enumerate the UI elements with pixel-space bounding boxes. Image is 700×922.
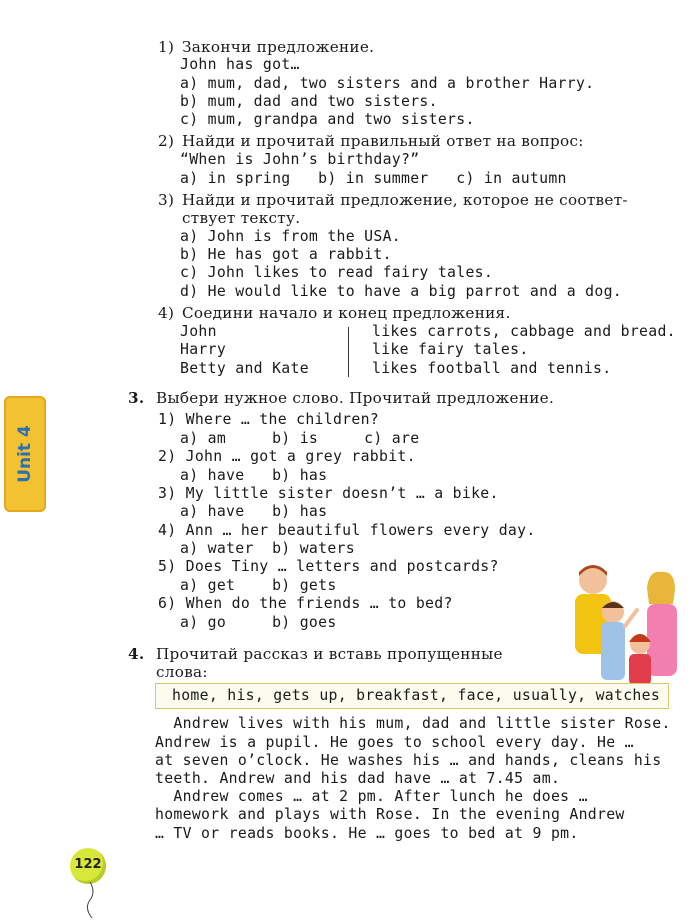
family-illustration (555, 560, 695, 685)
exercise-3-number: 3. (128, 389, 145, 407)
word-bank: home, his, gets up, breakfast, face, usually, watches (172, 687, 661, 704)
story-line-6: homework and plays with Rose. In the evening Andrew (155, 806, 625, 823)
exercise-4-number: 4. (128, 645, 145, 663)
page-number-balloon (70, 848, 106, 884)
ex3-question-5: 5) Does Tiny … letters and postcards? (158, 558, 499, 575)
q1-prompt: Закончи предложение. (182, 38, 375, 56)
ex3-question-1: 1) Where … the children? (158, 411, 380, 428)
q3-number: 3) (158, 191, 175, 209)
match-divider (348, 327, 349, 377)
q3-prompt-line1: Найди и прочитай предложение, которое не соответ- (182, 191, 628, 209)
story-line-4: teeth. Andrew and his dad have … at 7.45 am. (155, 770, 561, 787)
ex3-options-2: a) have b) has (180, 467, 328, 484)
unit-tab (4, 396, 46, 512)
story-line-2: Andrew is a pupil. He goes to school every day. He … (155, 734, 634, 751)
q3-option-b: b) He has got a rabbit. (180, 246, 392, 263)
q2-stem: “When is John’s birthday?” (180, 151, 420, 168)
word-bank-box (155, 683, 669, 709)
balloon-string-icon (86, 882, 98, 918)
q1-option-c: c) mum, grandpa and two sisters. (180, 111, 475, 128)
ex3-question-2: 2) John … got a grey rabbit. (158, 448, 416, 465)
q4-left-1: John (180, 323, 217, 340)
exercise-4-title-line2: слова: (156, 663, 208, 681)
q4-right-1: likes carrots, cabbage and bread. (372, 323, 676, 340)
q4-left-3: Betty and Kate (180, 360, 309, 377)
ex3-options-1: a) am b) is c) are (180, 430, 420, 447)
q1-stem: John has got… (180, 56, 300, 73)
ex3-question-6: 6) When do the friends … to bed? (158, 595, 453, 612)
unit-tab-label: Unit 4 (15, 425, 35, 483)
ex3-options-3: a) have b) has (180, 503, 328, 520)
story-line-5: Andrew comes … at 2 pm. After lunch he does … (155, 788, 588, 805)
page-number: 122 (74, 857, 102, 872)
story-line-3: at seven o’clock. He washes his … and hands, cleans his (155, 752, 662, 769)
q3-option-a: a) John is from the USA. (180, 228, 402, 245)
q4-number: 4) (158, 304, 175, 322)
ex3-question-3: 3) My little sister doesn’t … a bike. (158, 485, 499, 502)
q1-number: 1) (158, 38, 175, 56)
ex3-options-4: a) water b) waters (180, 540, 355, 557)
q3-option-d: d) He would like to have a big parrot and a dog. (180, 283, 623, 300)
q3-prompt-line2: ствует тексту. (182, 209, 301, 227)
q1-option-a: a) mum, dad, two sisters and a brother Harry. (180, 75, 595, 92)
q2-number: 2) (158, 132, 175, 150)
q4-right-2: like fairy tales. (372, 341, 529, 358)
q2-options: a) in spring b) in summer c) in autumn (180, 170, 567, 187)
q4-right-3: likes football and tennis. (372, 360, 612, 377)
story-line-1: Andrew lives with his mum, dad and little sister Rose. (155, 715, 671, 732)
q4-left-2: Harry (180, 341, 227, 358)
story-line-7: … TV or reads books. He … goes to bed at 9 pm. (155, 825, 579, 842)
ex3-options-5: a) get b) gets (180, 577, 337, 594)
q2-prompt: Найди и прочитай правильный ответ на вопрос: (182, 132, 584, 150)
ex3-options-6: a) go b) goes (180, 614, 337, 631)
exercise-4-title-line1: Прочитай рассказ и вставь пропущенные (156, 645, 503, 663)
q4-prompt: Соедини начало и конец предложения. (182, 304, 511, 322)
q3-option-c: c) John likes to read fairy tales. (180, 264, 494, 281)
exercise-3-title: Выбери нужное слово. Прочитай предложение. (156, 389, 555, 407)
q1-option-b: b) mum, dad and two sisters. (180, 93, 438, 110)
ex3-question-4: 4) Ann … her beautiful flowers every day. (158, 522, 536, 539)
